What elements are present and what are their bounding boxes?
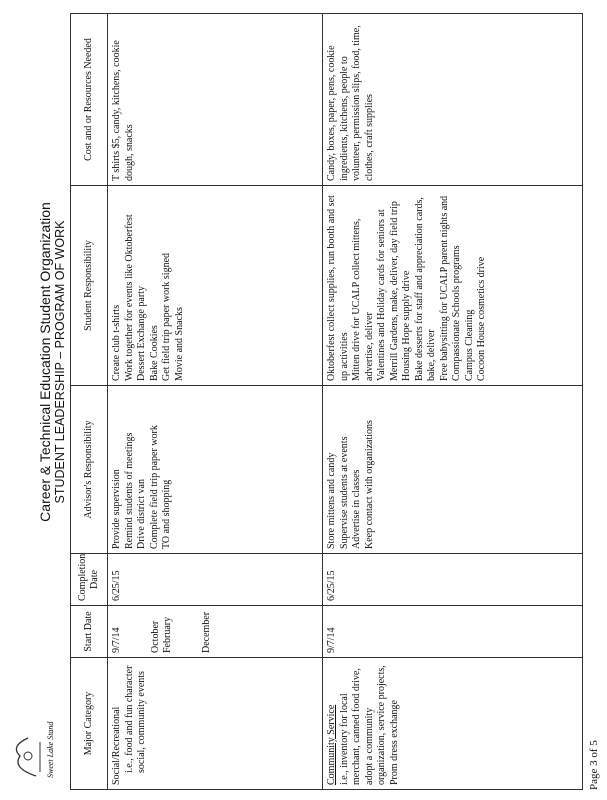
table-row: [323, 14, 583, 790]
category-title: Social/Recreational: [111, 706, 122, 785]
column-header: Cost and or Resources Needed: [71, 14, 108, 186]
start-date-cell: 9/7/14: [323, 606, 583, 658]
student-cell: [323, 186, 583, 386]
advisor-item: TO and shopping: [161, 479, 172, 549]
start-date: October: [149, 620, 161, 653]
student-item: Cocoon House cosmetics drive: [476, 256, 487, 381]
advisor-item: Advertise in classes: [351, 469, 362, 549]
advisor-item: Store mittens and candy: [326, 452, 337, 549]
student-item: Oktoberfest collect supplies, run booth and set up activities: [326, 195, 350, 381]
student-item: Valentines and Holiday cards for seniors at Merrill Gardens, make, deliver, day field trip: [376, 201, 400, 381]
column-header: Advisor's Responsibility: [71, 386, 108, 554]
start-date-cell: [108, 606, 323, 658]
category-title: Community Service: [326, 704, 337, 785]
start-date: February: [162, 616, 173, 653]
logo-text: Sweet Lake Stand: [46, 721, 55, 778]
school-logo: [6, 721, 64, 786]
advisor-item: Drive district van: [136, 479, 147, 549]
student-item: Bake desserts for staff and appreciation cards, bake, deliver: [413, 197, 437, 381]
page-number: Page 3 of 5: [588, 740, 600, 790]
completion-date-cell: 6/25/15: [108, 554, 323, 606]
table-row: [108, 14, 323, 790]
document-title: Career & Technical Education Student Organization: [37, 202, 53, 522]
cost-cell: T shirts $5, candy, kitchens, cookie dough, snacks: [108, 14, 323, 186]
student-item: Dessert Exchange party: [136, 286, 147, 381]
cost-cell: Candy, boxes, paper, pens, cookie ingredients, kitchens, people to volunteer, permission slips, food, time, clothes, craft supplies: [323, 14, 583, 186]
student-item: Bake Cookies: [148, 325, 160, 381]
program-of-work-table: [70, 13, 583, 790]
student-item: Mitten drive for UCALP collect mittens, advertise, deliver: [351, 218, 375, 381]
student-item: Create club t-shirts: [111, 304, 122, 381]
logo-emblem-icon: [6, 726, 46, 786]
advisor-item: Provide supervision: [111, 469, 122, 549]
start-date: 9/7/14: [111, 627, 122, 653]
document-header: [38, 12, 67, 712]
student-cell: [108, 186, 323, 386]
table-header-row: [71, 14, 108, 790]
advisor-item: Remind students of meetings: [123, 432, 135, 549]
student-item: Get field trip paper work signed: [161, 252, 172, 381]
category-cell: [108, 658, 323, 790]
advisor-cell: [323, 386, 583, 554]
category-description: i.e., inventory for local merchant, canned food drive, adopt a community organization, service projects, Prom dress exchange: [338, 665, 400, 785]
advisor-item: Supervise students at events: [338, 436, 350, 549]
column-header: Start Date: [71, 606, 108, 658]
completion-date-cell: 6/25/15: [323, 554, 583, 606]
start-date: December: [200, 611, 212, 653]
student-item: Work together for events like Oktoberfest: [123, 214, 135, 381]
column-header: Major Category: [71, 658, 108, 790]
document-subtitle: STUDENT LEADERSHIP – PROGRAM OF WORK: [53, 220, 67, 504]
category-cell: [323, 658, 583, 790]
column-header: Student Responsibility: [71, 186, 108, 386]
advisor-cell: [108, 386, 323, 554]
advisor-item: Keep contact with organizations: [363, 420, 375, 549]
student-item: Movie and Snacks: [173, 307, 185, 381]
student-item: Campus Cleaning: [463, 309, 475, 381]
student-item: Free babysitting for UCALP parent nights and Compassionate Schools programs: [438, 195, 462, 381]
student-item: Housing Hope supply drive: [401, 270, 412, 381]
category-description: i.e., food and fun character social, community events: [123, 665, 147, 773]
advisor-item: Complete field trip paper work: [148, 425, 160, 549]
column-header: Completion Date: [71, 554, 108, 606]
